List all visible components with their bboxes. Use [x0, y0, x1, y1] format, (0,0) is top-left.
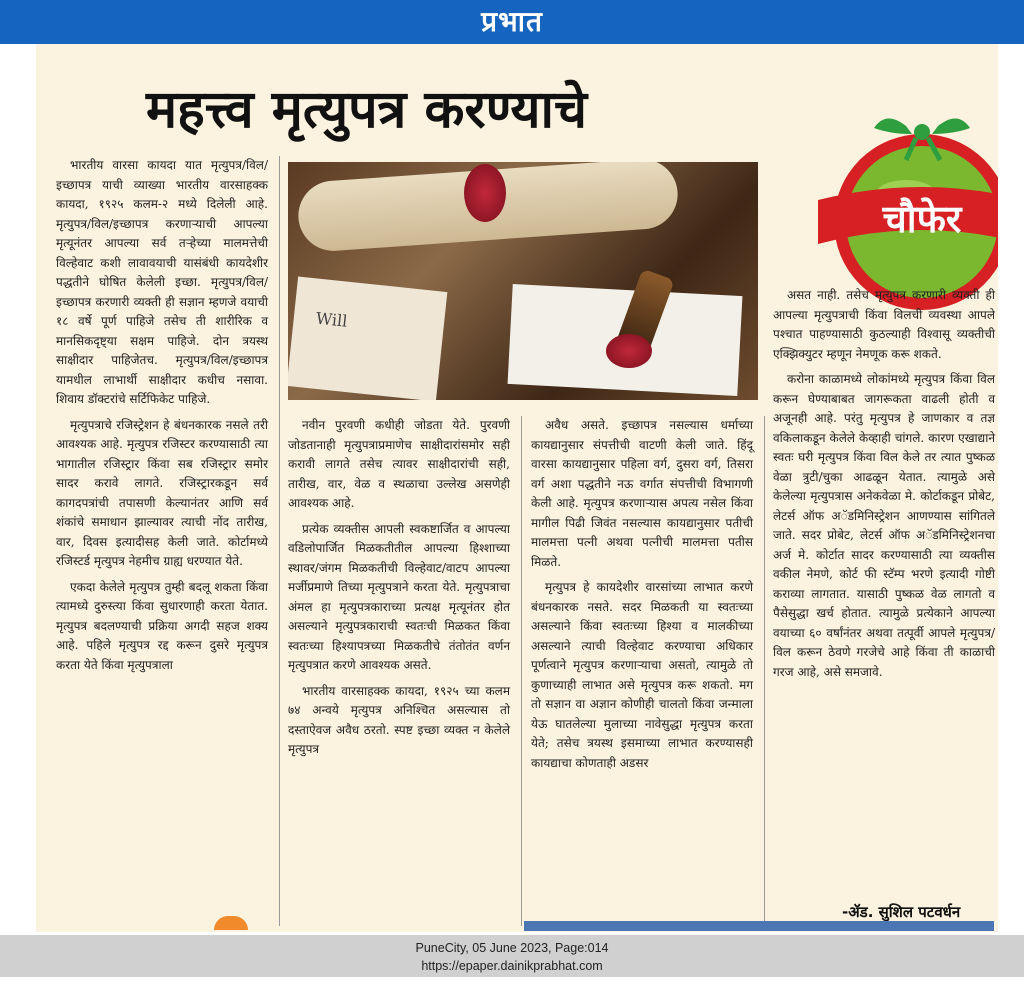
photo-wax-seal-bottom — [606, 334, 652, 368]
paragraph: अवैध असते. इच्छापत्र नसल्यास धर्माच्या कायद्यानुसार संपत्तीची वाटणी केली जाते. हिंदू वारसा कायद्यानुसार पहिला वर्ग, दुसरा वर्ग, तिसरा वर्ग अशा पद्धतीने नऊ वर्गात संपत्तीची विभागणी केली आहे. मृत्युपत्र करणाऱ्यास अपत्य नसेल किंवा मागील पिढी जिवंत नसल्यास कायद्यानुसार पतीची मालमत्ता पत्नी अथवा पत्नीची मालमत्ता पतीस मिळते. — [531, 418, 753, 569]
paragraph: भारतीय वारसाहक्क कायदा, १९२५ च्या कलम ७४ अन्वये मृत्युपत्र अनिश्चित असल्यास तो दस्ताऐवज अवैध ठरतो. स्पष्ट इच्छा व्यक्त न केलेले मृत्युपत्र — [288, 683, 510, 756]
chaufer-badge — [816, 104, 998, 316]
paragraph: भारतीय वारसा कायदा यात मृत्युपत्र/विल/इच्छापत्र याची व्याख्या भारतीय वारसाहक्क कायदा, १९२५ कलम-२ मध्ये दिलेली आहे. मृत्युपत्र/विल/इच्छापत्र करणाऱ्याची आपल्या मृत्यूनंतर आपल्या सर्व तऱ्हेच्या मालमत्तेची विल्हेवाट कशी लावावयाची यासंबंधी कायदेशीर पद्धतीने घोषित केलेली इच्छा. मृत्युपत्र/विल/इच्छापत्र करणारी व्यक्ती ही सज्ञान म्हणजे वयाची १८ वर्षे पूर्ण पाहिजे तसेच ती शारीरिक व मानसिकदृष्ट्या सक्षम पाहिजे. दोन त्रयस्थ साक्षीदार पाहिजेतच. मृत्युपत्र/विल/इच्छापत्र यामधील लाभार्थी साक्षीदार कधीच नसावा. शिवाय डॉक्टरांचे सर्टिफिकेट पाहिजे. — [56, 158, 268, 406]
paragraph: मृत्युपत्राचे रजिस्ट्रेशन हे बंधनकारक नसले तरी आवश्यक आहे. मृत्युपत्र रजिस्टर करण्यासाठी त्या भागातील रजिस्ट्रार किंवा सब रजिस्ट्रार समोर सादर करावे लागते. रजिस्ट्रारकडून सर्व कागदपत्रांची तपासणी केल्यानंतर आणि सर्व शंकांचे समाधान झाल्यावर त्याची नोंद तारीख, वार, दिवस इत्यादीसह केली जाते. कोर्टामध्ये रजिस्टर्ड मृत्युपत्र नेहमीच ग्राह्य धरण्यात येते. — [56, 417, 268, 568]
edition-info: PuneCity, 05 June 2023, Page:014 — [415, 941, 609, 955]
bow-right — [932, 118, 970, 134]
photo-will-text: Will — [314, 308, 349, 331]
photo-will-paper — [288, 276, 447, 400]
paragraph: प्रत्येक व्यक्तीस आपली स्वकष्टार्जित व आपल्या वडिलोपार्जित मिळकतीतील आपल्या हिश्शाच्या स्थावर/जंगम मिळकतीची विल्हेवाट/वाटप आपल्या मर्जीप्रमाणे तिच्या मृत्युपत्राने करता येते. मृत्युपत्राचा अंमल हा मृत्युपत्रकाराच्या प्रत्यक्ष मृत्यूनंतर होत असल्याने मृत्युपत्रकाराची स्वतःची मिळकत किंवा स्वतःच्या हिश्यापत्रच्या मिळकतीचे तंतोतंत वर्णन मृत्युपत्रात करणे आवश्यक असते. — [288, 521, 510, 672]
article-column-2 — [288, 416, 510, 766]
bow-knot — [914, 124, 930, 140]
paragraph: करोना काळामध्ये लोकांमध्ये मृत्युपत्र किंवा विल करून घेण्याबाबत जागरूकता वाढली होती व अजूनही आहे. परंतु मृत्युपत्र हे जाणकार व तज्ञ वकिलाकडून केलेले केव्हाही चांगले. कारण एखाद्याने स्वतः घरी मृत्युपत्र किंवा विल केले तर त्यात पुष्कळ वेळा त्रुटी/चुका आढळून येतात. त्यामुळे असे केलेल्या मृत्युपत्रास अनेकवेळा मे. कोर्टाकडून प्रोबेट, लेटर्स ऑफ अॅडमिनिस्ट्रेशन आणण्यास सांगितले जाते. सदर प्रोबेट, लेटर्स ऑफ अॅडमिनिस्ट्रेशनचा अर्ज मे. कोर्टात सादर करण्यासाठी त्या व्यक्तीस वकील नेमणे, कोर्ट फी स्टॅम्प भरणे इत्यादी गोष्टी कराव्या लागतात. यासाठी पुष्कळ वेळ लागतो व पैसेसुद्धा खर्च होतात. त्यामुळे प्रत्येकाने आपल्या वयाच्या ६० वर्षांनंतर अथवा तत्पूर्वी आपले मृत्युपत्र/विल करून ठेवणे गरजेचे आहे किंवा ती काळाची गरज आहे, असे समजावे. — [773, 372, 995, 679]
bow-left — [874, 118, 912, 134]
paragraph: मृत्युपत्र हे कायदेशीर वारसांच्या लाभात करणे बंधनकारक नसते. सदर मिळकती या स्वतःच्या असल्याने किंवा स्वतःच्या हिश्या व मालकीच्या असल्याने त्याची विल्हेवाट करण्याचा अधिकार पूर्णत्वाने मृत्युपत्र करणाऱ्याचा असतो, त्यामुळे तो कुणाच्याही लाभात असे मृत्युपत्र करू शकतो. मग तो सज्ञान वा अज्ञान कोणीही चालतो किंवा जन्माला येऊ घातलेल्या मुलाच्या नावेसुद्धा मृत्युपत्र करता येते; तसेच त्रयस्थ इसमाच्या लाभात करण्यासही कायद्याचा कोणताही अडसर — [531, 580, 753, 770]
paragraph: असत नाही. तसेच मृत्युपत्र करणारी व्यक्ती ही आपल्या मृत्युपत्राची किंवा विलची व्यवस्था आपले पश्चात पाहण्यासाठी कुठल्याही विश्वासू व्यक्तीची एक्झिक्युटर म्हणून नेमणूक करू शकते. — [773, 288, 995, 361]
paragraph: एकदा केलेले मृत्युपत्र तुम्ही बदलू शकता किंवा त्यामध्ये दुरुस्त्या किंवा सुधारणाही करता येतात. मृत्युपत्र बदलण्याची प्रक्रिया अगदी सहज शक्य आहे. पहिले मृत्युपत्र रद्द करून दुसरे मृत्युपत्र करता येते किंवा मृत्युपत्राला — [56, 579, 268, 672]
next-article-image-strip — [524, 921, 994, 931]
badge-text: चौफेर — [882, 197, 962, 241]
article-headline: महत्त्व मृत्युपत्र करण्याचे — [146, 80, 588, 140]
newspaper-page — [36, 44, 998, 932]
masthead-logo: प्रभात — [481, 5, 543, 38]
page-footer — [0, 935, 1024, 977]
article-byline: -ॲड. सुशिल पटवर्धन — [842, 903, 961, 921]
article-column-3 — [531, 416, 753, 779]
article-column-4 — [773, 286, 995, 688]
photo-wax-seal-top — [464, 164, 506, 222]
article-photo — [288, 162, 758, 400]
column-rule — [764, 416, 765, 926]
article-column-1 — [56, 156, 268, 681]
column-rule — [279, 156, 280, 926]
epaper-link[interactable]: https://epaper.dainikprabhat.com — [421, 959, 603, 973]
paragraph: नवीन पुरवणी कधीही जोडता येते. पुरवणी जोडतानाही मृत्युपत्राप्रमाणेच साक्षीदारांसमोर सही करावी लागते तसेच त्यावर साक्षीदारांची सही, तारीख, वार, वेळ व स्थळाचा उल्लेख असणेही आवश्यक आहे. — [288, 418, 510, 510]
column-rule — [521, 416, 522, 926]
